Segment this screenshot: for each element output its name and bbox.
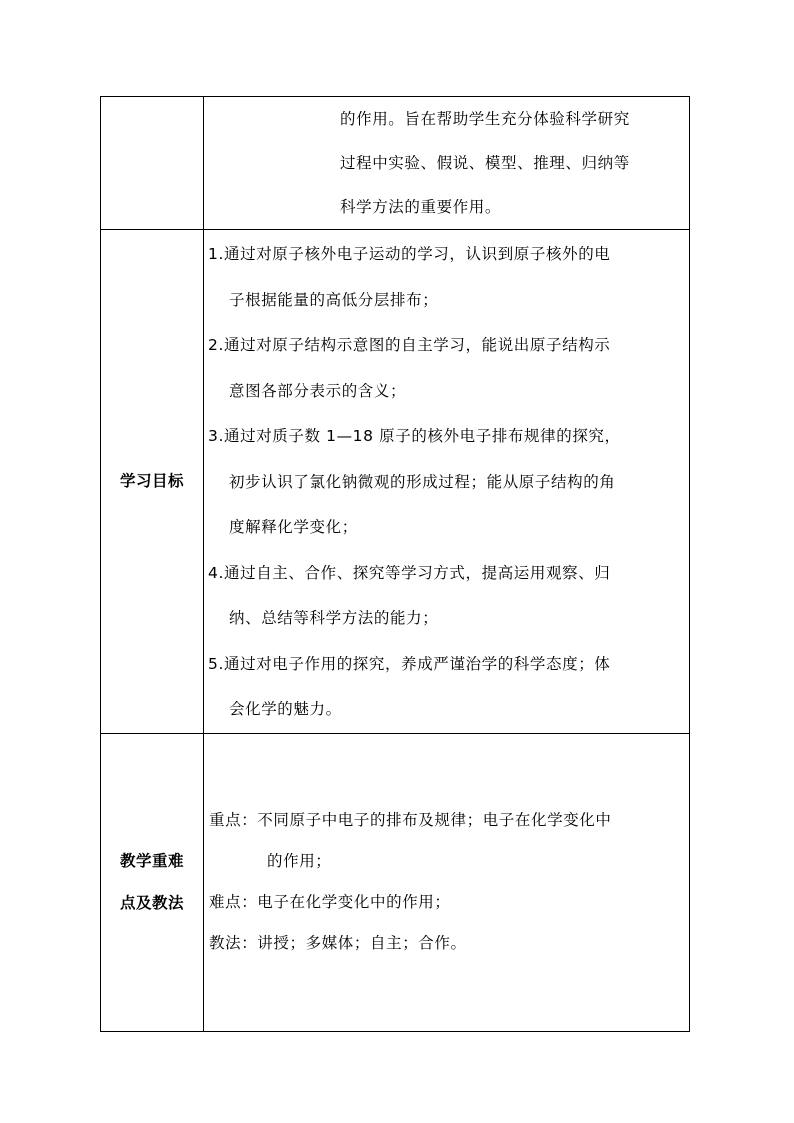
- goal-line: 2.通过对原子结构示意图的自主学习，能说出原子结构示: [208, 336, 611, 354]
- goal-line: 纳、总结等科学方法的能力；: [229, 609, 439, 627]
- list-item: [208, 232, 683, 323]
- goal-line: 3.通过对质子数 1—18 原子的核外电子排布规律的探究，: [208, 427, 621, 445]
- key-point-line: 重点：不同原子中电子的排布及规律；电子在化学变化中: [209, 811, 612, 829]
- learning-goals-list: [204, 230, 689, 733]
- key-points-cell: [204, 733, 690, 1031]
- key-points-label-line: 点及教法: [119, 894, 184, 912]
- goal-line: 会化学的魅力。: [229, 700, 342, 718]
- goal-line: 1.通过对原子核外电子运动的学习，认识到原子核外的电: [208, 245, 611, 263]
- list-item: [208, 414, 683, 551]
- key-points-label-line: 教学重难: [119, 852, 184, 870]
- lesson-plan-table: [100, 96, 690, 1032]
- key-points-label: [101, 733, 204, 1031]
- list-item: [208, 642, 683, 733]
- intro-paragraph: [204, 97, 689, 229]
- key-point-item: [209, 800, 683, 882]
- intro-line: 过程中实验、假说、模型、推理、归纳等: [340, 154, 630, 172]
- goal-line: 5.通过对电子作用的探究，养成严谨治学的科学态度；体: [208, 654, 611, 673]
- list-item: [208, 323, 683, 414]
- key-points-row: [101, 733, 690, 1031]
- intro-line: 科学方法的重要作用。: [340, 198, 502, 216]
- intro-row: [101, 97, 690, 230]
- key-points-block: [204, 800, 689, 964]
- goal-line: 4.通过自主、合作、探究等学习方式，提高运用观察、归: [208, 563, 611, 582]
- goal-line: 初步认识了氯化钠微观的形成过程；能从原子结构的角: [229, 472, 616, 491]
- list-item: [208, 551, 683, 642]
- teaching-method-item: [209, 923, 683, 964]
- teaching-method-line: 教法：讲授；多媒体；自主；合作。: [209, 934, 467, 952]
- intro-content-cell: [204, 97, 690, 230]
- goal-line: 子根据能量的高低分层排布；: [229, 290, 439, 309]
- intro-label-cell: [101, 97, 204, 230]
- learning-goals-cell: [204, 230, 690, 734]
- difficulty-line: 难点：电子在化学变化中的作用；: [209, 893, 451, 911]
- key-point-line: 的作用；: [267, 852, 332, 870]
- learning-goals-label: 学习目标: [101, 230, 204, 734]
- goal-line: 度解释化学变化；: [229, 518, 358, 536]
- difficulty-item: [209, 882, 683, 923]
- goal-line: 意图各部分表示的含义；: [229, 381, 407, 400]
- intro-line: 的作用。旨在帮助学生充分体验科学研究: [340, 110, 630, 128]
- learning-goals-row: [101, 230, 690, 734]
